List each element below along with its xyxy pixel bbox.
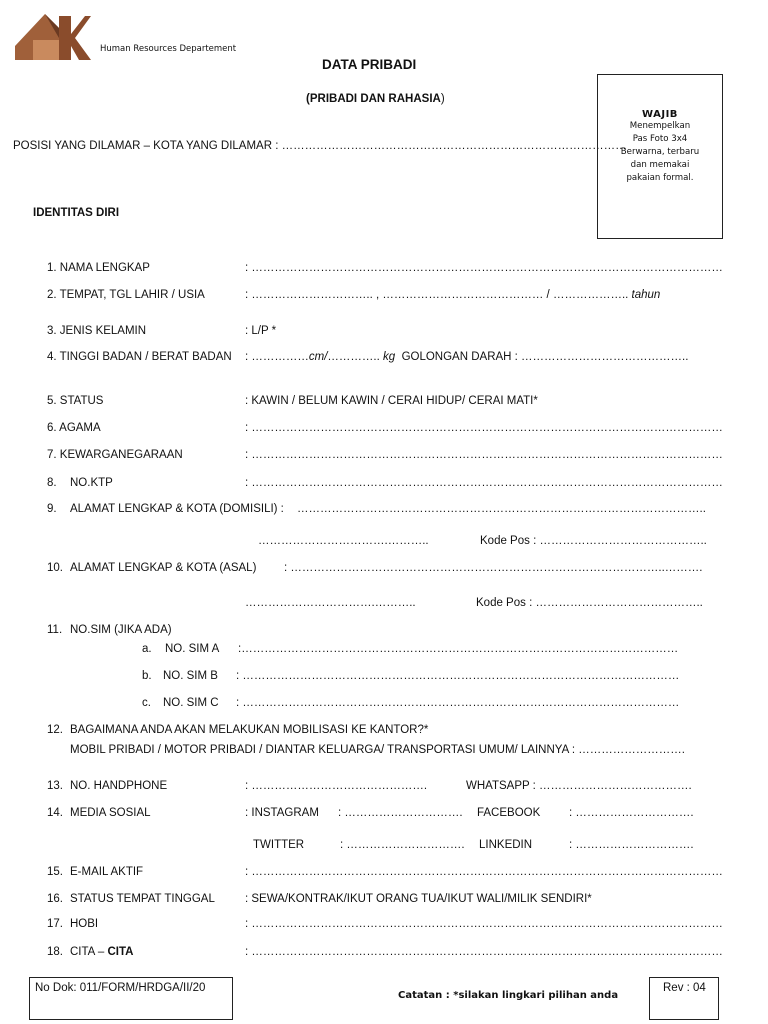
sim-c-letter: c. [142, 697, 151, 709]
form-subtitle: (PRIBADI DAN RAHASIA) [306, 93, 445, 105]
linkedin-label: LINKEDIN [479, 839, 533, 851]
ktp-field[interactable]: : …………………………………………………………………………………………………………… [245, 477, 723, 489]
mobilisasi-number: 12. [47, 724, 63, 736]
posisi-field[interactable]: POSISI YANG DILAMAR – KOTA YANG DILAMAR : ……………………………………………………………………………… [13, 140, 627, 152]
photo-instruction-line: Berwarna, terbaru [620, 147, 700, 157]
sim-b-label: NO. SIM B [163, 670, 218, 682]
tempat-tinggal-field[interactable]: : SEWA/KONTRAK/IKUT ORANG TUA/IKUT WALI/MILIK SENDIRI* [245, 893, 592, 905]
domisili-field[interactable]: …………………………………………………………………………………………….. [297, 503, 706, 515]
form-title: DATA PRIBADI [322, 57, 417, 72]
sim-b-letter: b. [142, 670, 152, 682]
mobilisasi-options[interactable]: MOBIL PRIBADI / MOTOR PRIBADI / DIANTAR KELUARGA/ TRANSPORTASI UMUM/ LAINNYA : ………………………. [70, 744, 685, 756]
cita-field[interactable]: : …………………………………………………………………………………………………………… [245, 946, 723, 958]
facebook-label: FACEBOOK [477, 807, 541, 819]
sim-c-label: NO. SIM C [163, 697, 219, 709]
nama-field[interactable]: : …………………………………………………………………………………………………………… [245, 262, 723, 274]
hobi-label: HOBI [70, 918, 99, 930]
sim-a-letter: a. [142, 643, 152, 655]
jk-field[interactable]: : L/P * [245, 325, 277, 337]
email-number: 15. [47, 866, 63, 878]
kewarganegaraan-label: 7. KEWARGANEGARAAN [47, 449, 183, 461]
jk-label: 3. JENIS KELAMIN [47, 325, 147, 337]
photo-heading: WAJIB [642, 109, 678, 120]
instagram-label: : INSTAGRAM [245, 807, 319, 819]
handphone-field[interactable]: : ………………………………………. [245, 780, 428, 792]
cita-number: 18. [47, 946, 63, 958]
sim-a-field[interactable]: :…………………………………………………………………………………………………… [238, 643, 679, 655]
cita-label: CITA – CITA [70, 946, 134, 958]
status-field[interactable]: : KAWIN / BELUM KAWIN / CERAI HIDUP/ CERAI MATI* [245, 395, 538, 407]
revision-box [649, 977, 719, 1020]
ktp-label: NO.KTP [70, 477, 113, 489]
twitter-field[interactable]: : …………………………. [340, 839, 465, 851]
asal-field[interactable]: : ……………………………………………………………………………………..………. [284, 562, 703, 574]
email-label: E-MAIL AKTIF [70, 866, 144, 878]
email-field[interactable]: : …………………………………………………………………………………………………………… [245, 866, 723, 878]
status-label: 5. STATUS [47, 395, 104, 407]
sim-a-label: NO. SIM A [165, 643, 220, 655]
kewarganegaraan-field[interactable]: : …………………………………………………………………………………………………………… [245, 449, 723, 461]
hobi-number: 17. [47, 918, 63, 930]
medsos-number: 14. [47, 807, 63, 819]
domisili-kodepos-field[interactable]: Kode Pos : …………………………………….. [480, 535, 707, 547]
sim-b-field[interactable]: : …………………………………………………………………………………………………… [236, 670, 680, 682]
department-name: Human Resources Departement [100, 44, 237, 54]
asal-number: 10. [47, 562, 63, 574]
sim-number: 11. [47, 624, 63, 636]
facebook-field[interactable]: : …………………………. [569, 807, 694, 819]
photo-instruction-line: dan memakai [630, 160, 690, 170]
document-number-box [29, 977, 233, 1020]
tb-label: 4. TINGGI BADAN / BERAT BADAN [47, 351, 232, 363]
ttl-field[interactable]: : ………………………….. , …………………………………… / ……………….. tahun [245, 289, 661, 301]
twitter-label: TWITTER [253, 839, 305, 851]
section-title: IDENTITAS DIRI [33, 207, 120, 219]
photo-instruction-line: Menempelkan [629, 121, 691, 131]
company-logo [15, 12, 91, 60]
domisili-field-line2[interactable]: …………………………….……….. [258, 535, 429, 547]
sim-label: NO.SIM (JIKA ADA) [70, 624, 172, 636]
asal-field-line2[interactable]: …………………………….……….. [245, 597, 416, 609]
nama-label: 1. NAMA LENGKAP [47, 262, 150, 274]
ttl-label: 2. TEMPAT, TGL LAHIR / USIA [47, 289, 205, 301]
photo-instruction-line: pakaian formal. [626, 173, 694, 183]
asal-label: ALAMAT LENGKAP & KOTA (ASAL) [70, 562, 257, 574]
handphone-label: NO. HANDPHONE [70, 780, 168, 792]
handphone-number: 13. [47, 780, 63, 792]
photo-instruction-line: Pas Foto 3x4 [632, 134, 688, 144]
domisili-label: ALAMAT LENGKAP & KOTA (DOMISILI) : [70, 503, 284, 515]
sim-c-field[interactable]: : …………………………………………………………………………………………………… [236, 697, 680, 709]
tempat-tinggal-label: STATUS TEMPAT TINGGAL [70, 893, 215, 905]
whatsapp-field[interactable]: WHATSAPP : …………………………………. [466, 780, 692, 792]
mobilisasi-label: BAGAIMANA ANDA AKAN MELAKUKAN MOBILISASI KE KANTOR?* [70, 724, 429, 736]
tempat-tinggal-number: 16. [47, 893, 63, 905]
medsos-label: MEDIA SOSIAL [70, 807, 151, 819]
photo-placeholder-box[interactable] [597, 74, 723, 239]
domisili-number: 9. [47, 503, 57, 515]
asal-kodepos-field[interactable]: Kode Pos : …………………………………….. [476, 597, 703, 609]
linkedin-field[interactable]: : …………………………. [569, 839, 694, 851]
agama-label: 6. AGAMA [47, 422, 101, 434]
agama-field[interactable]: : …………………………………………………………………………………………………………… [245, 422, 723, 434]
instagram-field[interactable]: : …………………………. [338, 807, 463, 819]
revision-number: Rev : 04 [663, 982, 706, 994]
document-number: No Dok: 011/FORM/HRDGA/II/20 [35, 982, 206, 994]
tb-field[interactable]: : ……………cm/………….. kg GOLONGAN DARAH : …………………………………….. [245, 351, 689, 363]
hobi-field[interactable]: : …………………………………………………………………………………………………………… [245, 918, 723, 930]
footnote: Catatan : *silakan lingkari pilihan anda [398, 990, 619, 1001]
ktp-number: 8. [47, 477, 57, 489]
